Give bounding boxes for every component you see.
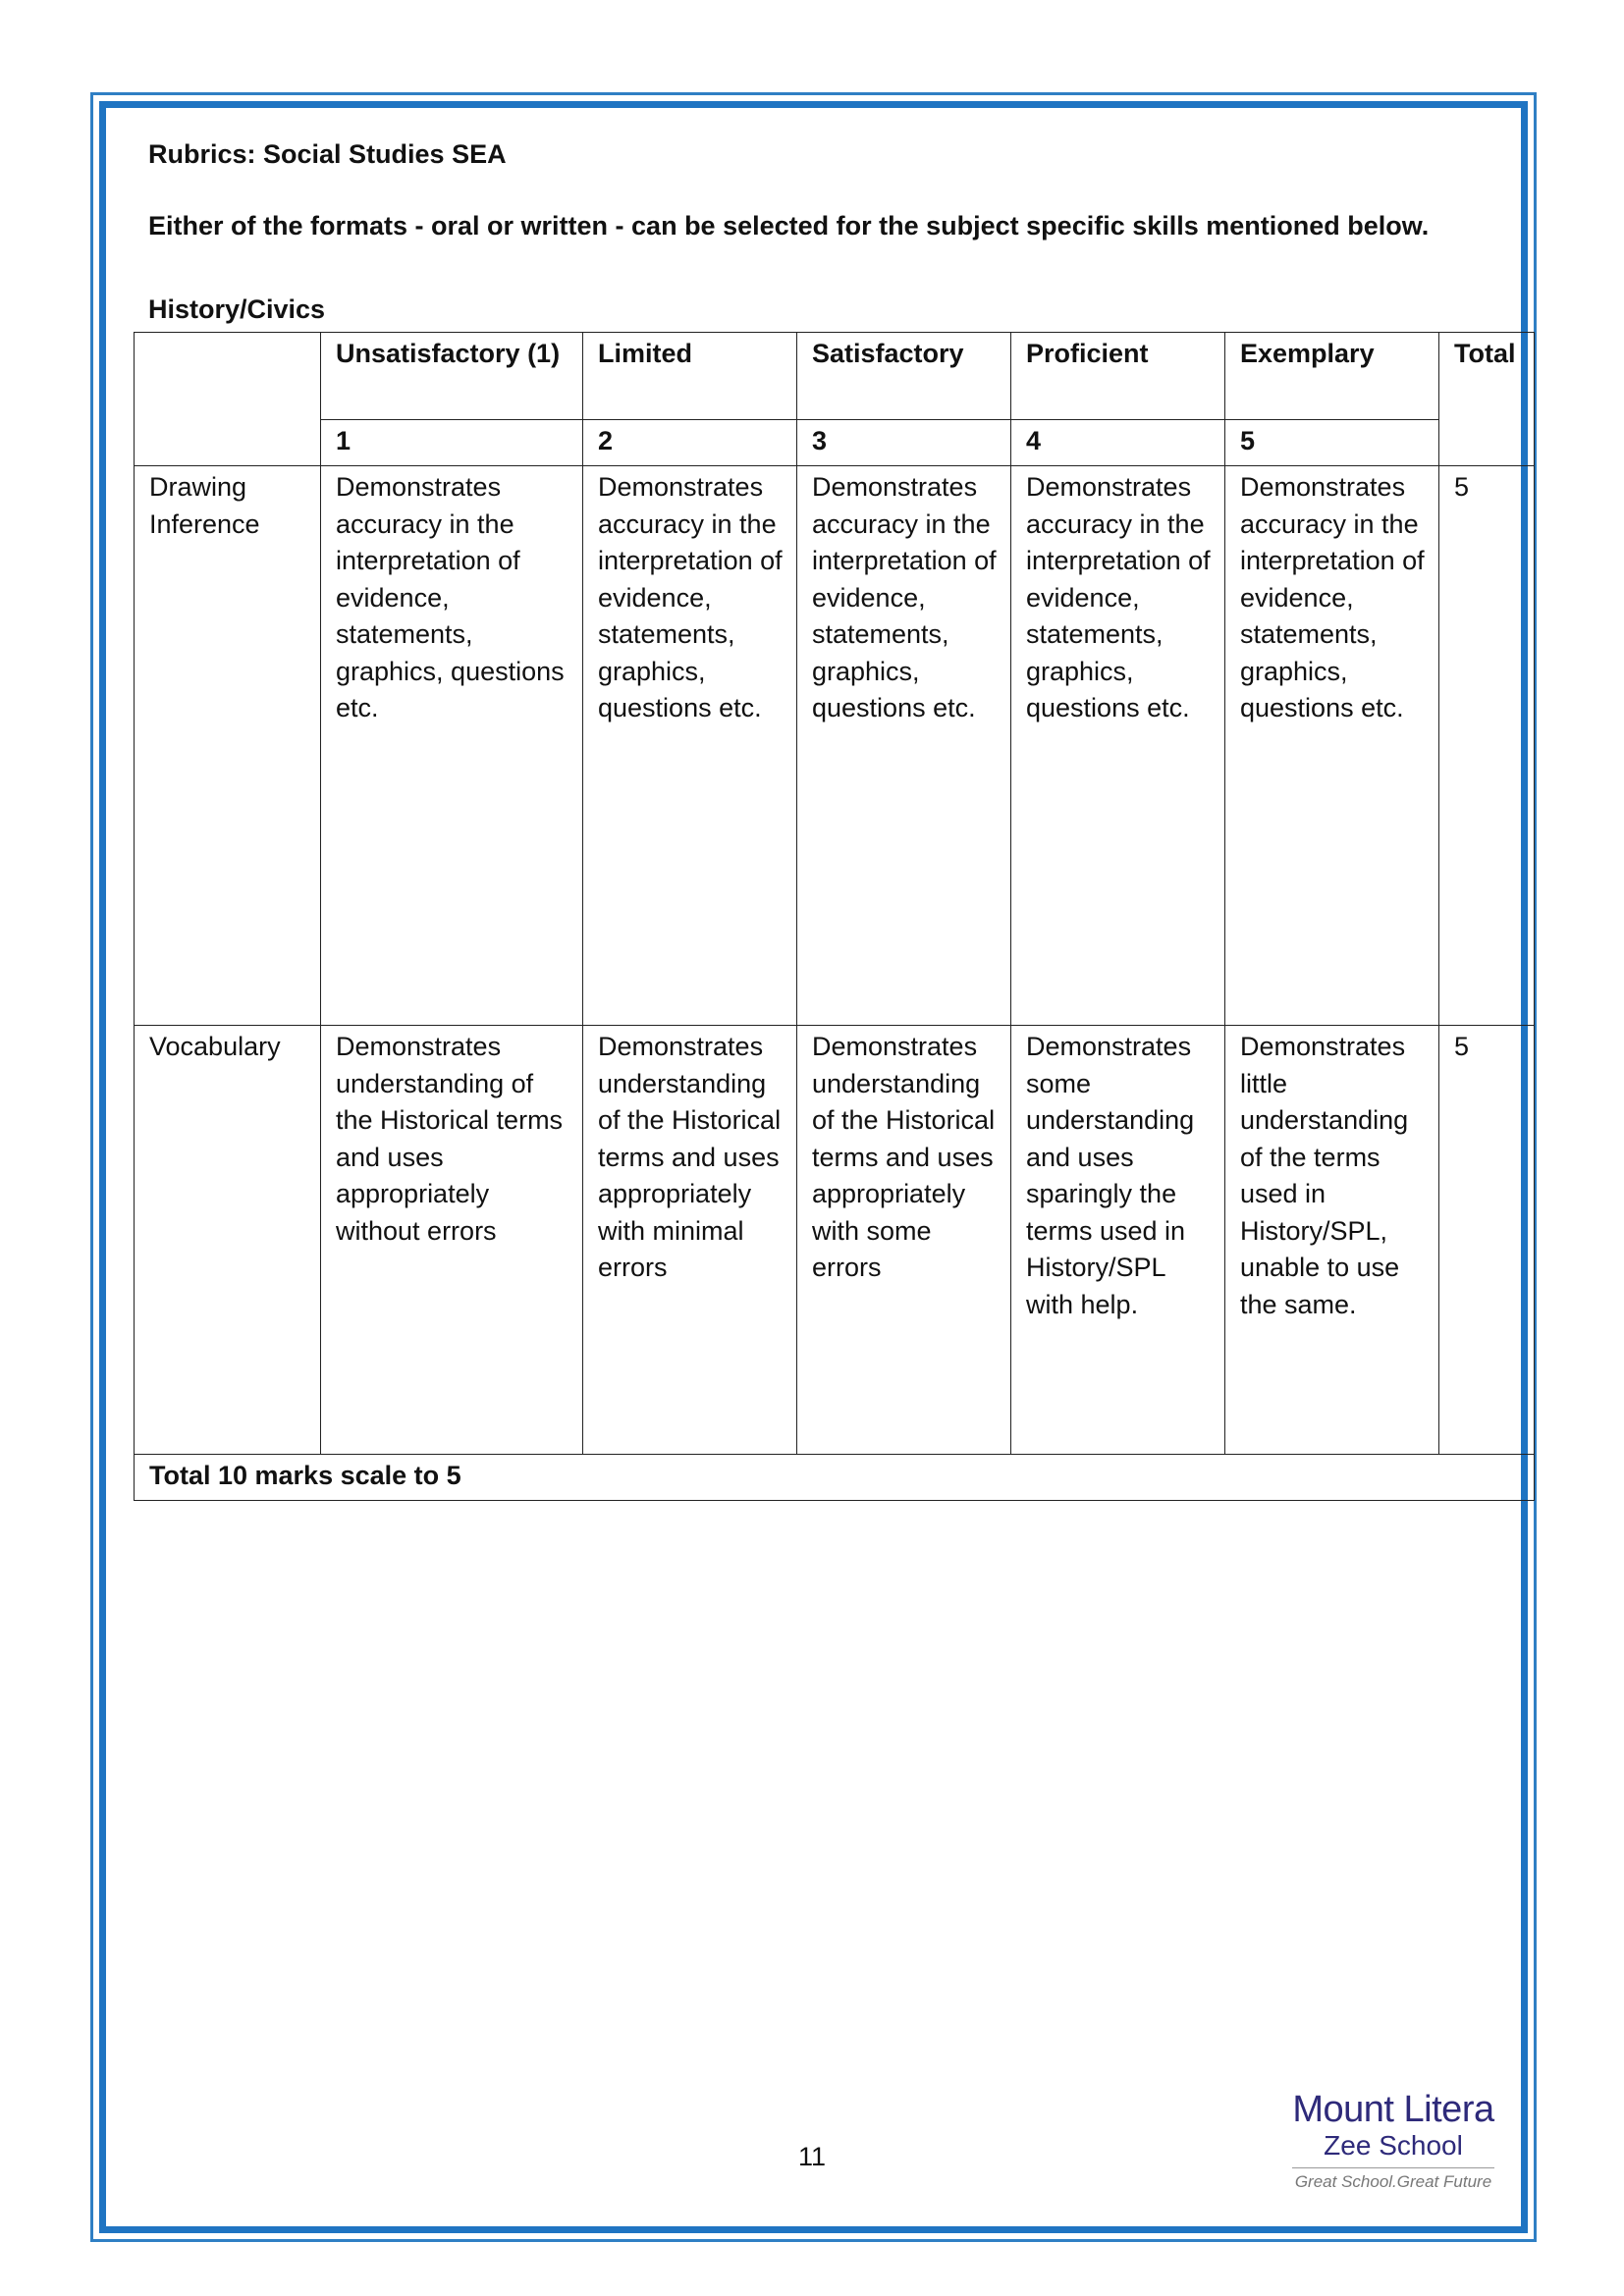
table-header-row [135, 333, 1535, 420]
header-blank-cell [135, 333, 321, 466]
page-number: 11 [797, 2142, 827, 2171]
table-level-row [135, 420, 1535, 466]
rubric-cell: Demonstrates accuracy in the interpretation of evidence, statements, graphics, questions etc. [1225, 466, 1439, 1026]
logo-name: Mount Litera [1292, 2089, 1494, 2130]
rubric-cell: Demonstrates understanding of the Historical terms and uses appropriately without errors [321, 1026, 583, 1455]
rubric-cell: Demonstrates accuracy in the interpretation of evidence, statements, graphics, questions etc. [797, 466, 1011, 1026]
rubric-cell: Demonstrates accuracy in the interpretation of evidence, statements, graphics, questions etc. [1011, 466, 1225, 1026]
document-subtitle: Either of the formats - oral or written - can be selected for the subject specific skills mentioned below. [148, 211, 1430, 240]
header-exemplary: Exemplary [1225, 333, 1439, 420]
table-row-vocabulary [135, 1026, 1535, 1455]
table-row-drawing-inference [135, 466, 1535, 1026]
logo-subname: Zee School [1324, 2130, 1463, 2161]
rubric-cell: Demonstrates accuracy in the interpretation of evidence, statements, graphics, questions etc. [321, 466, 583, 1026]
total-cell: 5 [1439, 466, 1535, 1026]
rubric-cell: Demonstrates some understanding and uses sparingly the terms used in History/SPL with help. [1011, 1026, 1225, 1455]
total-marks-note: Total 10 marks scale to 5 [135, 1455, 1535, 1501]
level-5: 5 [1225, 420, 1439, 466]
total-cell: 5 [1439, 1026, 1535, 1455]
header-satisfactory: Satisfactory [797, 333, 1011, 420]
level-3: 3 [797, 420, 1011, 466]
rubric-cell: Demonstrates understanding of the Historical terms and uses appropriately with minimal errors [583, 1026, 797, 1455]
criterion-cell: Vocabulary [135, 1026, 321, 1455]
logo-divider [1292, 2167, 1494, 2168]
rubric-cell: Demonstrates little understanding of the terms used in History/SPL, unable to use the same. [1225, 1026, 1439, 1455]
school-logo [1286, 2089, 1500, 2192]
rubric-table [134, 332, 1535, 1501]
section-heading: History/Civics [148, 294, 326, 324]
header-total: Total [1439, 333, 1535, 466]
table-footer-row [135, 1455, 1535, 1501]
document-title: Rubrics: Social Studies SEA [148, 139, 507, 169]
logo-tagline: Great School.Great Future [1294, 2172, 1492, 2191]
header-unsatisfactory: Unsatisfactory (1) [321, 333, 583, 420]
rubric-cell: Demonstrates understanding of the Historical terms and uses appropriately with some errors [797, 1026, 1011, 1455]
level-1: 1 [321, 420, 583, 466]
level-2: 2 [583, 420, 797, 466]
criterion-cell: Drawing Inference [135, 466, 321, 1026]
header-proficient: Proficient [1011, 333, 1225, 420]
header-limited: Limited [583, 333, 797, 420]
rubric-cell: Demonstrates accuracy in the interpretation of evidence, statements, graphics, questions etc. [583, 466, 797, 1026]
level-4: 4 [1011, 420, 1225, 466]
